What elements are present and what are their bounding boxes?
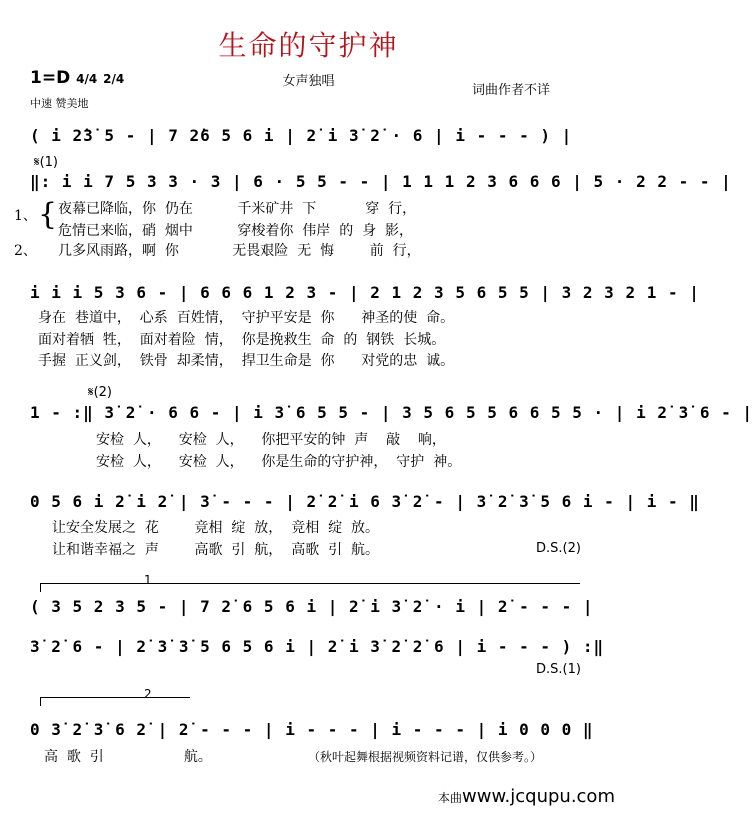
verse-brace: { <box>38 197 58 232</box>
lyric-line: 手握 正义剑， 铁骨 却柔情， 捍卫生命是 你 对党的忠 诚。 <box>38 353 455 369</box>
lyric-line: 夜幕已降临，你 仍在 千米矿井 下 穿 行， <box>58 201 417 217</box>
lyric-line: 面对着牺 牲， 面对着险 情， 你是挽救生 命 的 钢铁 长城。 <box>38 332 446 348</box>
time-signature-1: 4/4 <box>76 72 98 86</box>
volta-number-1: 1 <box>144 573 152 587</box>
lyric-line: 让安全发展之 花 竞相 绽 放， 竞相 绽 放。 <box>52 520 380 536</box>
lyric-line: 高 歌 引 航。 <box>44 749 212 765</box>
score-system-5: 0 5 6 i 2̇ i 2̇ | 3̇ - - - | 2̇ 2̇ i 6 3̇ 2̇ - | 3̇ 2̇ 3̇ 5 6 i - | i - ‖ <box>30 492 700 511</box>
lyric-line: 让和谐幸福之 声 高歌 引 航， 高歌 引 航。 <box>52 542 380 558</box>
score-system-1: ( i 2̇3̇ 5 - | 7 2̇6 5 6 i | 2̇ i 3̇ 2̇ · 6 | i - - - ) | <box>30 126 573 145</box>
performance-type: 女声独唱 <box>282 74 335 89</box>
lyric-line: 安检 人， 安检 人， 你是生命的守护神， 守护 神。 <box>96 454 462 470</box>
lyric-line: 安检 人， 安检 人， 你把平安的钟 声 敲 响， <box>96 432 446 448</box>
score-system-8: 0 3̇ 2̇ 3̇ 6 2̇ | 2̇ - - - | i - - - | i - - - | i 0 0 0 ‖ <box>30 720 594 739</box>
lyric-line: 几多风雨路，啊 你 无畏艰险 无 悔 前 行， <box>58 243 421 259</box>
volta-bracket-2 <box>40 697 190 706</box>
verse-label-2: 2、 <box>14 243 37 259</box>
transcription-note: （秋叶起舞根据视频资料记谱，仅供参考。） <box>308 750 543 764</box>
lyric-line: 身在 巷道中， 心系 百姓情， 守护平安是 你 神圣的使 命。 <box>38 310 455 326</box>
lyric-line: 危情已来临，硝 烟中 穿梭着你 伟岸 的 身 影， <box>58 223 414 239</box>
footer-site[interactable]: www.jcqupu.com <box>462 786 615 807</box>
segno-marker-1: 𝄋(1) <box>34 155 59 170</box>
score-system-6: ( 3 5 2 3 5 - | 7 2̇ 6 5 6 i | 2̇ i 3̇ 2̇ · i | 2̇ - - - | <box>30 597 594 616</box>
song-title: 生命的守护神 <box>218 29 399 62</box>
volta-number-2: 2 <box>144 687 152 701</box>
verse-label-1: 1、 <box>14 208 37 224</box>
score-system-3: i i i 5 3 6 - | 6 6 6 1 2 3 - | 2 1 2 3 5 6 5 5 | 3 2 3 2 1 - | <box>30 283 700 302</box>
score-system-2: ‖: i i 7 5 3 3 · 3 | 6 · 5 5 - - | 1 1 1 2 3 6 6 6 | 5 · 2 2 - - | <box>30 172 732 191</box>
dal-segno-2: D.S.(2) <box>536 541 581 556</box>
footer-label: 本曲 <box>438 791 463 805</box>
key-signature <box>30 68 124 88</box>
tempo-marking: 中速 赞美地 <box>30 97 89 110</box>
key-label: 1=D <box>30 68 71 88</box>
score-system-4: 1 - :‖ 3̇ 2̇ · 6 6 - | i 3̇ 6 5 5 - | 3 5 6 5 5 6 6 5 5 · | i 2̇ 3̇ 6 - | <box>30 403 753 422</box>
score-system-7: 3̇ 2̇ 6 - | 2̇ 3̇ 3̇ 5 6 5 6 i | 2̇ i 3̇ 2̇ 2̇ 6 | i - - - ) :‖ <box>30 637 605 656</box>
dal-segno-1: D.S.(1) <box>536 662 581 677</box>
segno-marker-2: 𝄋(2) <box>88 385 113 400</box>
time-signature-2: 2/4 <box>103 72 125 86</box>
volta-bracket-1 <box>40 583 580 592</box>
site-watermark <box>438 786 615 807</box>
composer-credit: 词曲作者不详 <box>472 83 551 98</box>
